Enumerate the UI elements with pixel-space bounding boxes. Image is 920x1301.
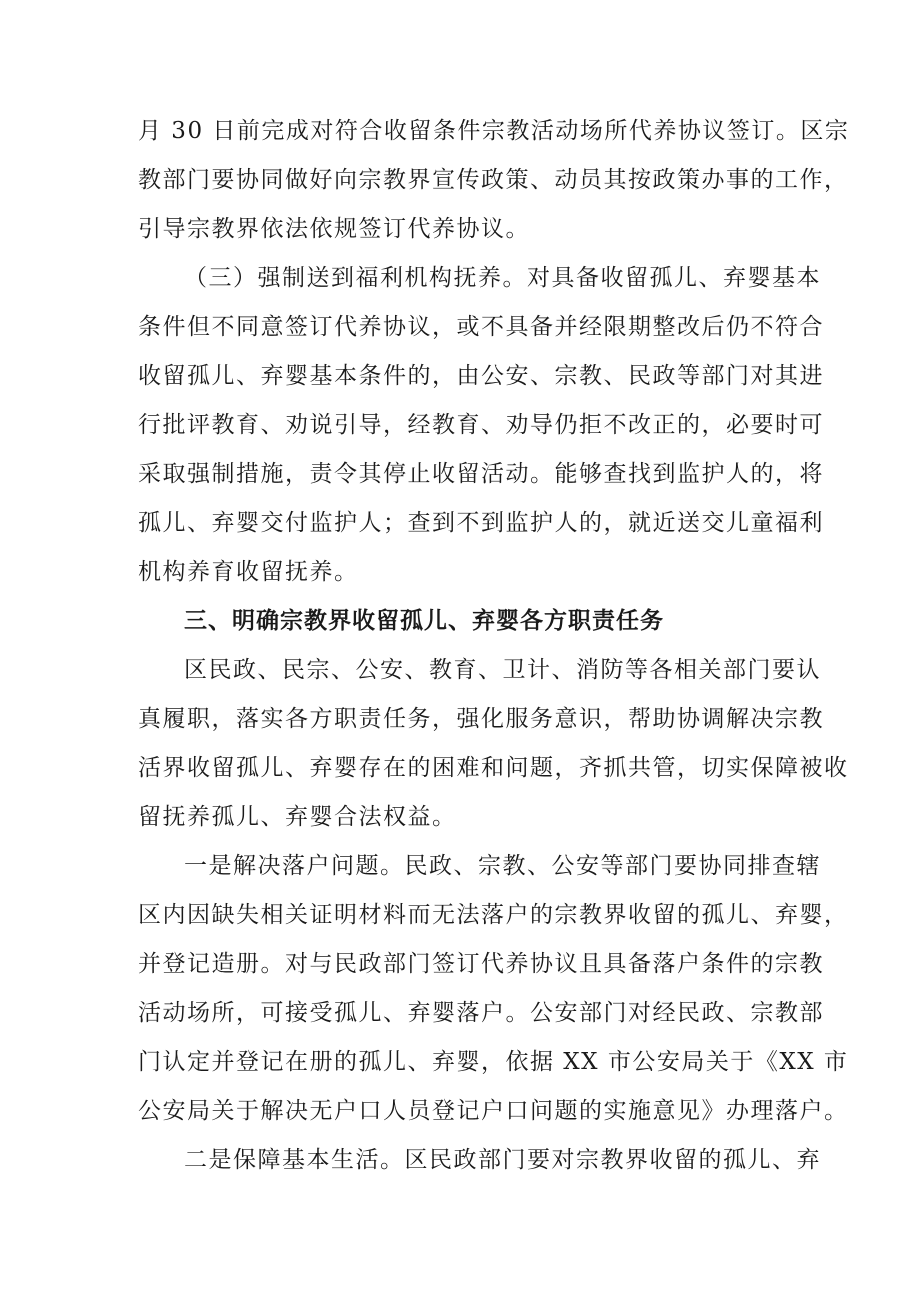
- body-text-line: 真履职，落实各方职责任务，强化服务意识，帮助协调解决宗教: [138, 706, 824, 732]
- paragraph-start-line: 二是保障基本生活。区民政部门要对宗教界收留的孤儿、弃: [184, 1147, 821, 1173]
- paragraph-start-line: 一是解决落户问题。民政、宗教、公安等部门要协同排查辖: [184, 853, 821, 879]
- body-text-line: 并登记造册。对与民政部门签订代养协议且具备落户条件的宗教: [138, 951, 824, 977]
- body-text-line: 机构养育收留抚养。: [138, 559, 359, 585]
- body-text-line: 收留孤儿、弃婴基本条件的，由公安、宗教、民政等部门对其进: [138, 363, 824, 389]
- body-text-line: 活动场所，可接受孤儿、弃婴落户。公安部门对经民政、宗教部: [138, 1000, 824, 1026]
- body-text-line: 采取强制措施，责令其停止收留活动。能够查找到监护人的，将: [138, 461, 824, 487]
- body-text-line: 公安局关于解决无户口人员登记户口问题的实施意见》办理落户。: [138, 1098, 849, 1124]
- body-text-line: 区内因缺失相关证明材料而无法落户的宗教界收留的孤儿、弃婴，: [138, 902, 849, 928]
- body-text-line: 教部门要协同做好向宗教界宣传政策、动员其按政策办事的工作，: [138, 167, 849, 193]
- body-text-line: 门认定并登记在册的孤儿、弃婴，依据 XX 市公安局关于《XX 市: [138, 1049, 849, 1075]
- body-text-line: 活界收留孤儿、弃婴存在的困难和问题，齐抓共管，切实保障被收: [138, 755, 849, 781]
- paragraph-start-line: 区民政、民宗、公安、教育、卫计、消防等各相关部门要认: [184, 657, 821, 683]
- body-text-line: 条件但不同意签订代养协议，或不具备并经限期整改后仍不符合: [138, 314, 824, 340]
- body-text-line: 行批评教育、劝说引导，经教育、劝导仍拒不改正的，必要时可: [138, 412, 824, 438]
- body-text-line: 引导宗教界依法依规签订代养协议。: [138, 216, 530, 242]
- body-text-line: 留抚养孤儿、弃婴合法权益。: [138, 804, 457, 830]
- paragraph-start-line: （三）强制送到福利机构抚养。对具备收留孤儿、弃婴基本: [184, 265, 821, 291]
- section-heading: 三、明确宗教界收留孤儿、弃婴各方职责任务: [184, 608, 664, 634]
- body-text-line: 月 30 日前完成对符合收留条件宗教活动场所代养协议签订。区宗: [138, 118, 850, 144]
- body-text-line: 孤儿、弃婴交付监护人；查到不到监护人的，就近送交儿童福利: [138, 510, 824, 536]
